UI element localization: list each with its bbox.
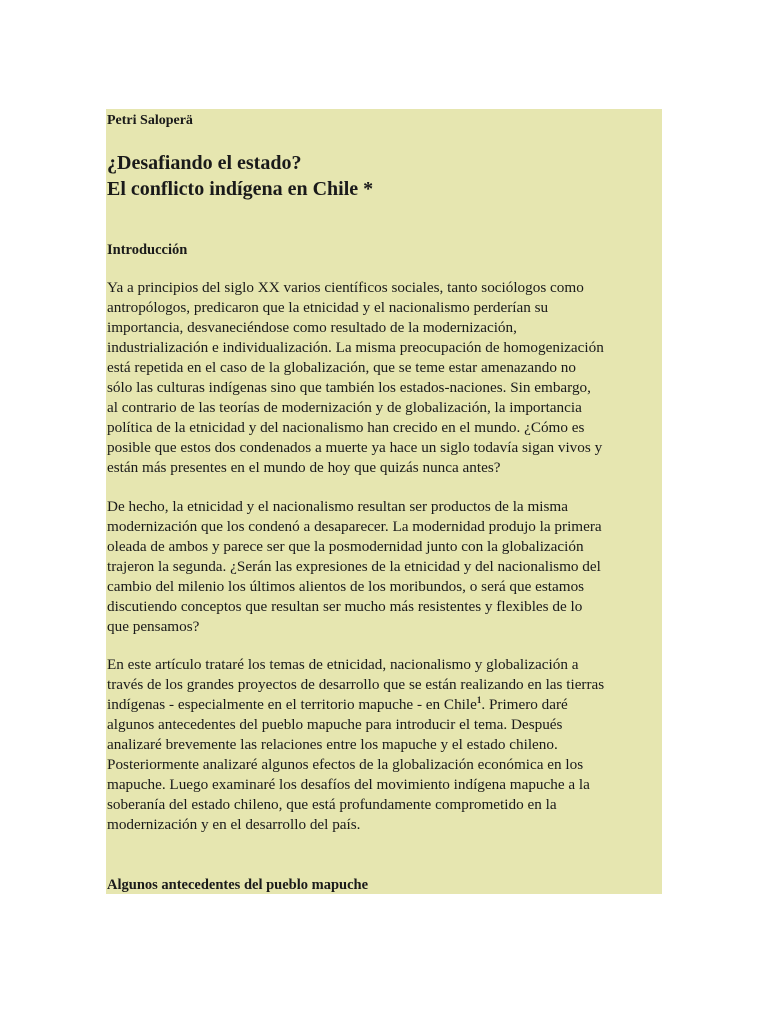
text-line: que pensamos? <box>107 618 200 635</box>
paragraph-1 <box>107 278 667 478</box>
text-line <box>107 695 667 715</box>
paragraph-2 <box>107 497 667 637</box>
title-line: ¿Desafiando el estado? <box>107 152 302 174</box>
text-line: Posteriormente analizaré algunos efectos de la globalización económica en los <box>107 756 584 773</box>
text-line: importancia, desvaneciéndose como resultado de la modernización, <box>107 319 517 336</box>
paragraph-3 <box>107 655 667 835</box>
document-title <box>107 150 373 202</box>
footnote-link[interactable]: 1 <box>476 694 482 705</box>
text-line: oleada de ambos y parece ser que la posmodernidad junto con la globalización <box>107 538 584 555</box>
text-line: algunos antecedentes del pueblo mapuche para introducir el tema. Después <box>107 716 563 733</box>
title-line: El conflicto indígena en Chile * <box>107 178 374 200</box>
text-line: través de los grandes proyectos de desarrollo que se están realizando en las tierras <box>107 676 605 693</box>
text-line: analizaré brevemente las relaciones entre los mapuche y el estado chileno. <box>107 736 558 753</box>
text-line: Ya a principios del siglo XX varios científicos sociales, tanto sociólogos como <box>107 279 584 296</box>
text-line: soberanía del estado chileno, que está profundamente comprometido en la <box>107 796 557 813</box>
text-line: discutiendo conceptos que resultan ser mucho más resistentes y flexibles de lo <box>107 598 583 615</box>
text-segment: indígenas - especialmente en el territorio mapuche - en Chile <box>107 696 477 713</box>
text-line: trajeron la segunda. ¿Serán las expresiones de la etnicidad y del nacionalismo del <box>107 558 601 575</box>
text-line: modernización que los condenó a desaparecer. La modernidad produjo la primera <box>107 518 602 535</box>
text-line: modernización y en el desarrollo del país. <box>107 816 361 833</box>
text-line: En este artículo trataré los temas de etnicidad, nacionalismo y globalización a <box>107 656 579 673</box>
author-name: Petri Saloperä <box>107 113 193 128</box>
text-line: están más presentes en el mundo de hoy que quizás nunca antes? <box>107 459 501 476</box>
text-line: está repetida en el caso de la globalización, que se teme estar amenazando no <box>107 359 576 376</box>
intro-heading: Introducción <box>107 242 188 258</box>
text-block <box>106 109 662 894</box>
text-segment: . Primero daré <box>481 696 568 713</box>
text-line: De hecho, la etnicidad y el nacionalismo resultan ser productos de la misma <box>107 498 568 515</box>
text-line: antropólogos, predicaron que la etnicidad y el nacionalismo perderían su <box>107 299 549 316</box>
text-line: posible que estos dos condenados a muerte ya hace un siglo todavía sigan vivos y <box>107 439 603 456</box>
text-line: mapuche. Luego examinaré los desafíos del movimiento indígena mapuche a la <box>107 776 590 793</box>
text-line: política de la etnicidad y del nacionalismo han crecido en el mundo. ¿Cómo es <box>107 419 585 436</box>
text-line: al contrario de las teorías de modernización y de globalización, la importancia <box>107 399 582 416</box>
text-line: industrialización e individualización. La misma preocupación de homogenización <box>107 339 604 356</box>
text-line: cambio del milenio los últimos alientos de los moribundos, o será que estamos <box>107 578 585 595</box>
text-line: sólo las culturas indígenas sino que también los estados-naciones. Sin embargo, <box>107 379 591 396</box>
section-heading: Algunos antecedentes del pueblo mapuche <box>107 877 369 893</box>
